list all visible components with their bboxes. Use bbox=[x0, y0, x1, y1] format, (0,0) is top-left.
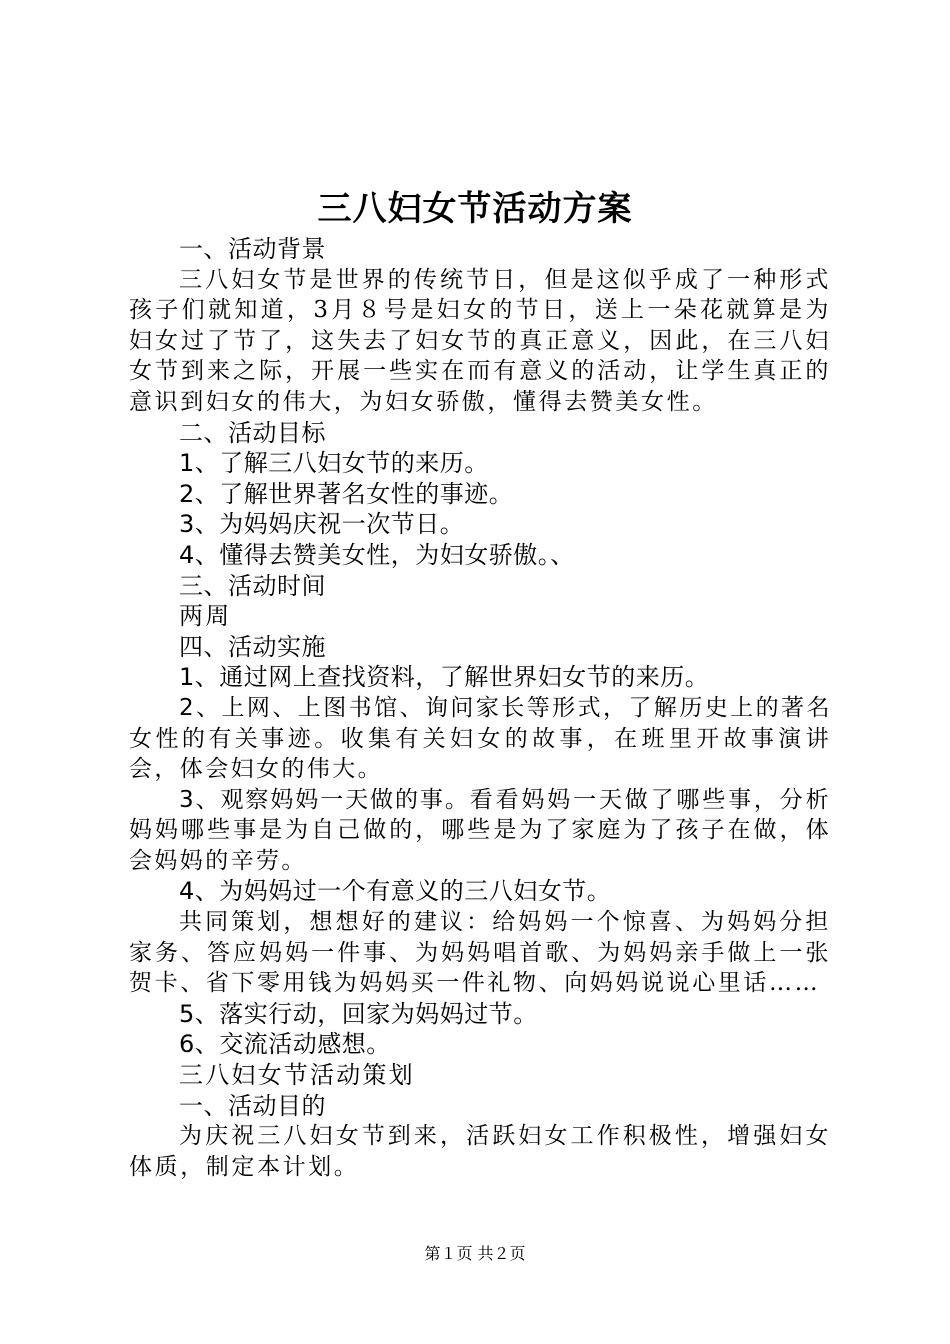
goal-item: 3、为妈妈庆祝一次节日。 bbox=[179, 510, 465, 539]
goal-item: 4、懂得去赞美女性，为妇女骄傲。、 bbox=[179, 540, 575, 569]
section-heading-time: 三、活动时间 bbox=[179, 571, 326, 600]
section-heading-purpose: 一、活动目的 bbox=[179, 1091, 326, 1120]
sub-document-title: 三八妇女节活动策划 bbox=[179, 1061, 415, 1090]
page-footer: 第１页 共２页 bbox=[424, 1244, 526, 1263]
document-title: 三八妇女节活动方案 bbox=[317, 189, 633, 229]
goal-item: 2、了解世界著名女性的事迹。 bbox=[179, 479, 514, 508]
implementation-item-4: 4、为妈妈过一个有意义的三八妇女节。 bbox=[179, 877, 612, 906]
implementation-item-3-lead: 3、观察妈妈一天做的事。 bbox=[179, 786, 470, 813]
implementation-item-2 bbox=[129, 693, 831, 785]
implementation-item-1: 1、通过网上查找资料，了解世界妇女节的来历。 bbox=[179, 663, 710, 692]
implementation-item-6: 6、交流活动感想。 bbox=[179, 1030, 391, 1059]
implementation-item-5: 5、落实行动，回家为妈妈过节。 bbox=[179, 999, 538, 1028]
section-heading-implementation: 四、活动实施 bbox=[179, 632, 326, 661]
implementation-item-2-lead: 2、上网、上图书馆、询问家长等形式，了解历史上的著名女性的有关事迹。 bbox=[129, 694, 831, 752]
purpose-paragraph: 为庆祝三八妇女节到来，活跃妇女工作积极性，增强妇女体质，制定本计划。 bbox=[129, 1123, 831, 1180]
time-text: 两周 bbox=[179, 602, 232, 631]
section-heading-goals: 二、活动目标 bbox=[179, 418, 326, 447]
implementation-item-3-detail: 看看妈妈一天做了哪些事，分析妈妈哪些事是为自己做的，哪些是为了家庭为了孩子在做，体会妈妈的辛劳。 bbox=[129, 786, 831, 874]
background-paragraph: 三八妇女节是世界的传统节日，但是这似乎成了一种形式孩子们就知道，3月８号是妇女的节日，送上一朵花就算是为妇女过了节了，这失去了妇女节的真正意义，因此，在三八妇女节到来之际，开展一些实在而有意义的活动，让学生真正的意识到妇女的伟大，为妇女骄傲，懂得去赞美女性。 bbox=[129, 266, 831, 415]
section-heading-background: 一、活动背景 bbox=[179, 235, 326, 263]
implementation-item-4-paragraph: 共同策划，想想好的建议：给妈妈一个惊喜、为妈妈分担家务、答应妈妈一件事、为妈妈唱首歌、为妈妈亲手做上一张贺卡、省下零用钱为妈妈买一件礼物、向妈妈说说心里话…… bbox=[129, 909, 831, 997]
implementation-item-3 bbox=[129, 785, 831, 877]
goal-item: 1、了解三八妇女节的来历。 bbox=[179, 449, 489, 478]
document-body bbox=[129, 234, 831, 1182]
implementation-item-2-detail: 收集有关妇女的故事，在班里开故事演讲会，体会妇女的伟大。 bbox=[129, 725, 832, 783]
